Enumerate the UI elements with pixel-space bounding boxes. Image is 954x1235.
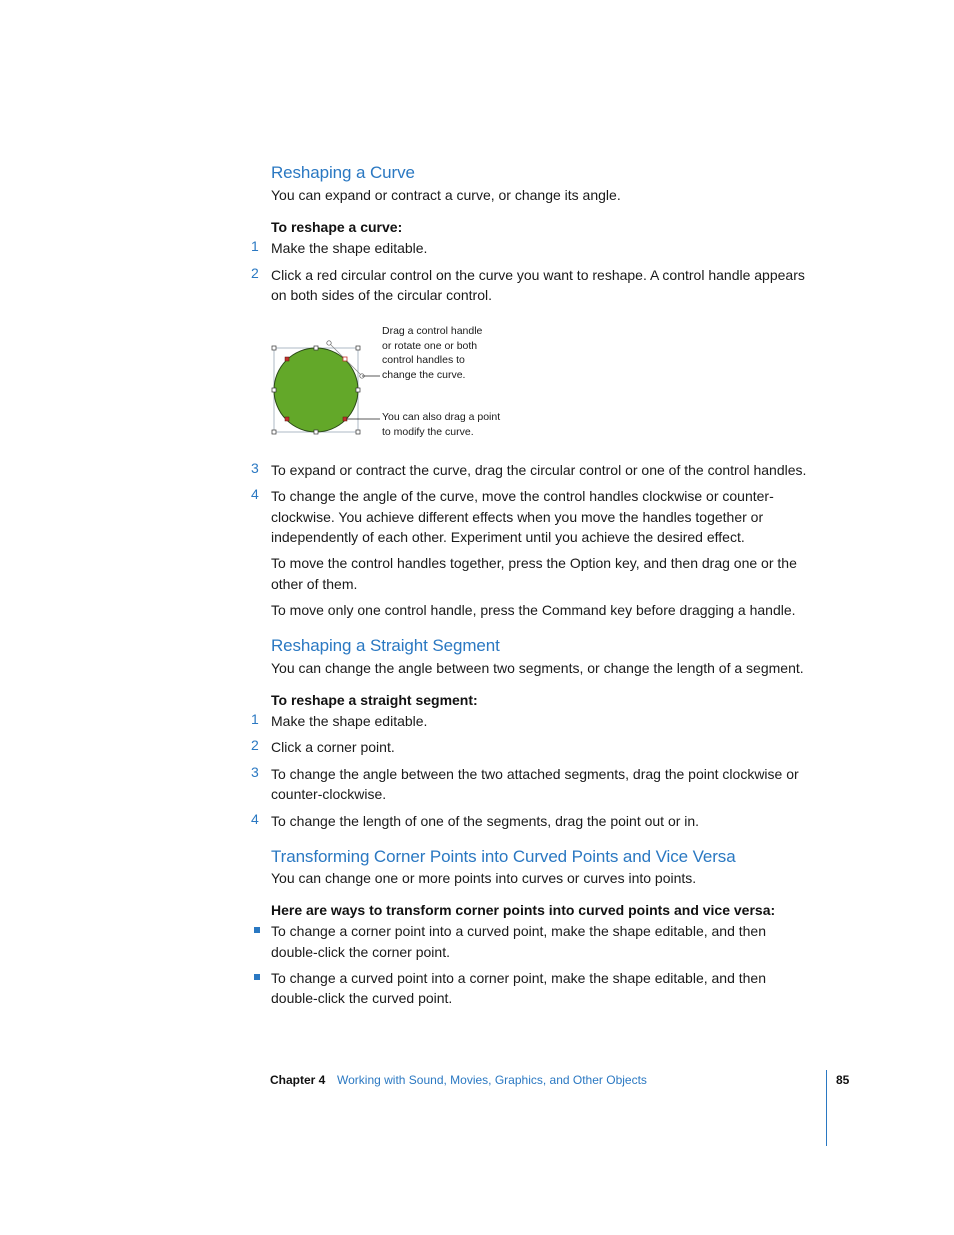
bullet-text: To change a corner point into a curved point, make the shape editable, and then	[271, 923, 767, 939]
step-number: 1	[251, 238, 259, 254]
selection-handle	[272, 388, 276, 392]
callout-line: Drag a control handle	[382, 325, 483, 337]
step-text: counter-clockwise.	[271, 786, 387, 802]
step-text: To change the length of one of the segments, drag the point out or in.	[271, 813, 700, 829]
step-text: clockwise. You achieve different effects when you move the handles together or	[271, 508, 764, 525]
selection-handle	[272, 346, 276, 350]
selection-handle	[314, 430, 318, 434]
square-bullet-icon	[254, 927, 260, 933]
step-note: other of them.	[271, 575, 358, 592]
step-text: Click a corner point.	[271, 739, 395, 755]
step-text: To change the angle of the curve, move the control handles clockwise or counter-	[271, 488, 774, 504]
step-number: 4	[251, 811, 259, 827]
step-text: Click a red circular control on the curve you want to reshape. A control handle appears	[271, 267, 805, 283]
selection-handle	[356, 346, 360, 350]
callout-line: control handles to	[382, 354, 465, 366]
step-text: Make the shape editable.	[271, 240, 428, 256]
page-number: 85	[836, 1073, 850, 1087]
step-number: 3	[251, 764, 259, 780]
circular-control-point	[285, 417, 289, 421]
step-number: 1	[251, 711, 259, 727]
step-text: To change the angle between the two attached segments, drag the point clockwise or	[271, 766, 799, 782]
procedure-lead: To reshape a curve:	[271, 219, 403, 235]
step-number: 3	[251, 460, 259, 476]
selection-handle	[314, 346, 318, 350]
selection-handle	[272, 430, 276, 434]
step-note: To move only one control handle, press the Command key before dragging a handle.	[271, 602, 796, 618]
section-heading-transforming-points: Transforming Corner Points into Curved Points and Vice Versa	[271, 847, 736, 866]
control-handle-knob	[327, 341, 331, 345]
callout-line: change the curve.	[382, 368, 466, 381]
callout-line: or rotate one or both	[382, 339, 478, 352]
footer-chapter-label: Chapter 4	[270, 1073, 326, 1087]
section-heading-reshaping-straight-segment: Reshaping a Straight Segment	[271, 636, 500, 655]
circular-control-point	[285, 357, 289, 361]
circular-control-point	[343, 357, 347, 361]
section-intro: You can expand or contract a curve, or change its angle.	[271, 187, 621, 203]
step-text: independently of each other. Experiment until you achieve the desired effect.	[271, 529, 745, 545]
callout-line: to modify the curve.	[382, 425, 474, 438]
bullet-text: double-click the corner point.	[271, 943, 450, 960]
step-text: Make the shape editable.	[271, 713, 428, 729]
section-intro: You can change the angle between two segments, or change the length of a segment.	[271, 660, 804, 676]
selection-handle	[356, 388, 360, 392]
procedure-lead: Here are ways to transform corner points into curved points and vice versa:	[271, 902, 776, 918]
bullet-text: To change a curved point into a corner point, make the shape editable, and then	[271, 970, 767, 986]
callout-line: You can also drag a point	[382, 411, 501, 423]
step-number: 2	[251, 737, 259, 753]
bullet-text: double-click the curved point.	[271, 990, 453, 1006]
step-number: 2	[251, 265, 259, 281]
procedure-lead: To reshape a straight segment:	[271, 692, 478, 708]
section-heading-reshaping-curve: Reshaping a Curve	[271, 163, 415, 182]
footer-divider	[826, 1070, 827, 1146]
step-number: 4	[251, 486, 259, 502]
section-intro: You can change one or more points into curves or curves into points.	[271, 870, 697, 886]
footer-chapter-title: Working with Sound, Movies, Graphics, and Other Objects	[337, 1073, 647, 1087]
step-text: To expand or contract the curve, drag the circular control or one of the control handles.	[271, 462, 807, 478]
step-text: on both sides of the circular control.	[271, 287, 493, 303]
selection-handle	[356, 430, 360, 434]
square-bullet-icon	[254, 974, 260, 980]
step-note: To move the control handles together, press the Option key, and then drag one or the	[271, 555, 797, 571]
